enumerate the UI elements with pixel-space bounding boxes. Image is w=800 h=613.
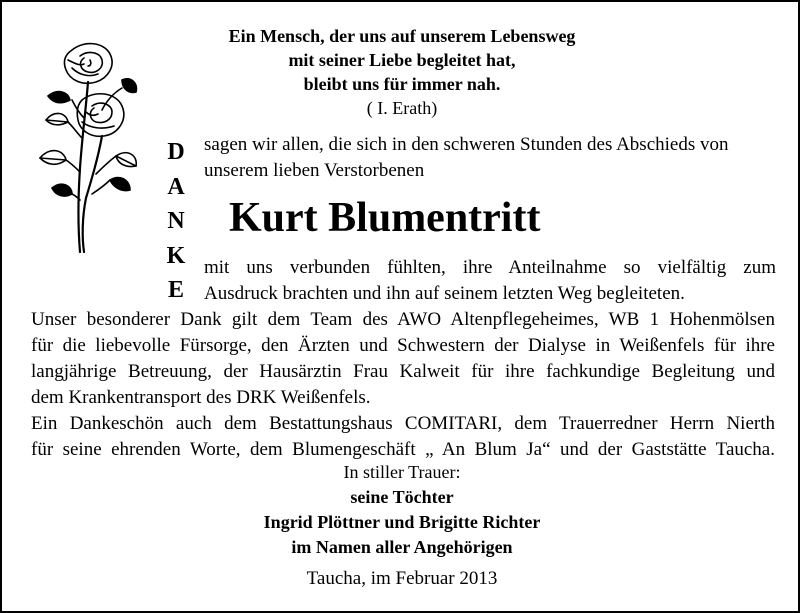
- thanks-line: für die liebevolle Fürsorge, den Ärzten und Schwestern der Dialyse in Weißenfels für ihre: [31, 335, 775, 356]
- thanks-line: Unser besonderer Dank gilt dem Team des AWO Altenpflegeheimes, WB 1 Hohenmölsen: [31, 309, 775, 330]
- closing-line: seine Töchter: [350, 487, 454, 507]
- thanks-text: [31, 307, 775, 463]
- after-name-line: mit uns verbunden fühlten, ihre Anteilnahme so vielfältig zum: [204, 257, 776, 278]
- poem-author: ( I. Erath): [366, 98, 438, 118]
- danke-letter: E: [167, 277, 184, 303]
- poem-line: Ein Mensch, der uns auf unserem Lebensweg: [228, 26, 576, 46]
- poem-line: bleibt uns für immer nah.: [303, 74, 501, 94]
- closing-line: In stiller Trauer:: [343, 462, 461, 482]
- after-name-line: Ausdruck brachten und ihn auf seinem letzten Weg begleiteten.: [204, 283, 685, 304]
- danke-letter: D: [167, 139, 185, 165]
- danke-vertical: [162, 135, 190, 308]
- closing-signature: [152, 460, 652, 560]
- danke-letter: A: [167, 173, 185, 200]
- thanks-line: für seine ehrenden Worte, dem Blumengeschäft „ An Blum Ja“ und der Gaststätte Taucha.: [31, 439, 775, 460]
- after-name-text: [204, 255, 776, 307]
- intro-text: [204, 132, 776, 184]
- closing-line: im Namen aller Angehörigen: [291, 537, 513, 557]
- thanks-line: dem Krankentransport des DRK Weißenfels.: [31, 387, 371, 408]
- intro-line: unserem lieben Verstorbenen: [204, 160, 425, 181]
- poem-line: mit seiner Liebe begleitet hat,: [288, 50, 516, 70]
- thanks-line: Ein Dankeschön auch dem Bestattungshaus COMITARI, dem Trauerredner Herrn Nierth: [31, 413, 775, 434]
- danke-letter: K: [166, 242, 186, 269]
- deceased-name: Kurt Blumentritt: [229, 195, 541, 241]
- poem: [152, 24, 652, 120]
- danke-letter: N: [167, 208, 185, 234]
- intro-line: sagen wir allen, die sich in den schweren Stunden des Abschieds von: [204, 134, 729, 155]
- thanks-line: langjährige Betreuung, der Hausärztin Frau Kalweit für ihre fachkundige Begleitung und: [31, 361, 775, 382]
- rose-illustration: [32, 38, 142, 258]
- place-date: Taucha, im Februar 2013: [306, 568, 498, 589]
- closing-line: Ingrid Plöttner und Brigitte Richter: [263, 512, 541, 532]
